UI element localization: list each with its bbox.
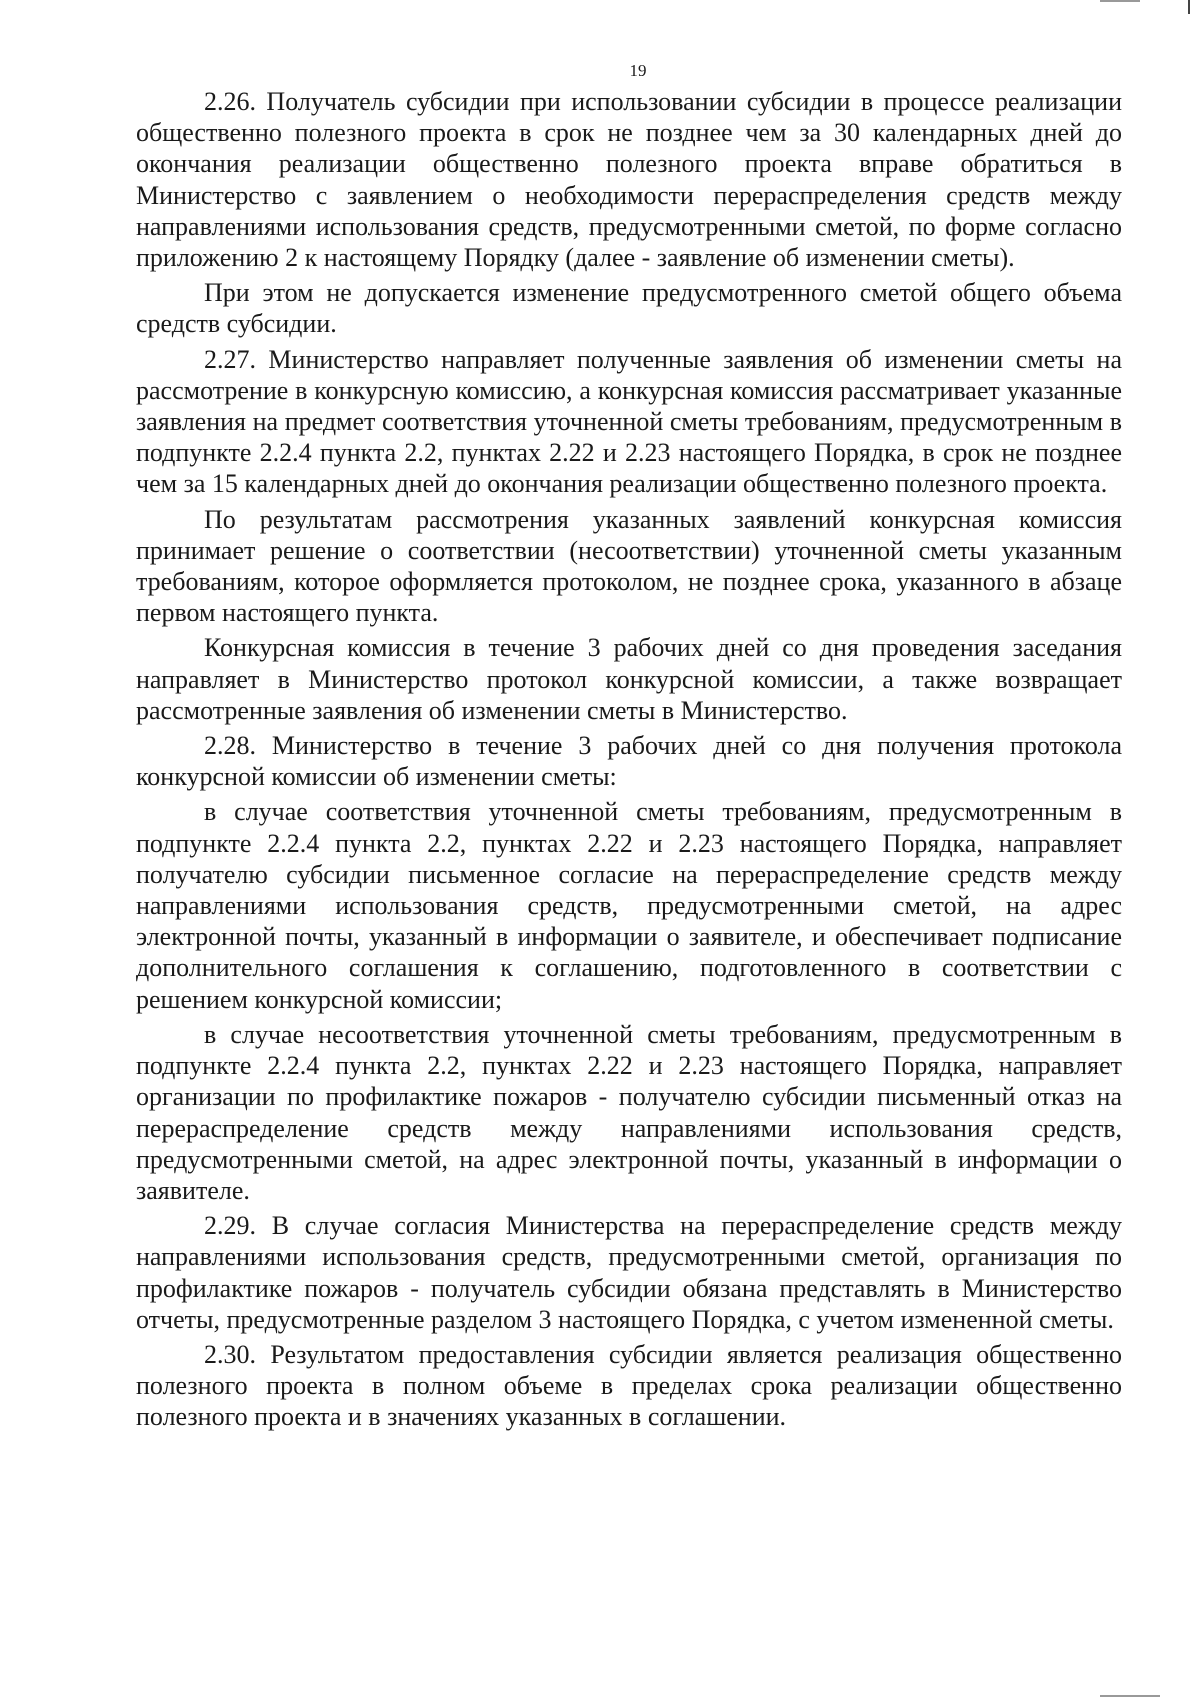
paragraph-2-27-decision: По результатам рассмотрения указанных заявлений конкурсная комиссия принимает решение о соответствии (несоответствии) уточненной сметы указанным требованиям, которое оформляется протоколом, не позднее срока, указанного в абзаце первом настоящего пункта. [136, 504, 1122, 628]
scan-edge-mark [1188, 0, 1190, 14]
paragraph-2-28-refusal: в случае несоответствия уточненной сметы требованиям, предусмотренным в подпункте 2.2.4 пункта 2.2, пунктах 2.22 и 2.23 настоящего Порядка, направляет организации по профилактике пожаров - получателю субсидии письменный отказ на перераспределение средств между направлениями использования средств, предусмотренными сметой, на адрес электронной почты, указанный в информации о заявителе. [136, 1019, 1122, 1205]
paragraph-2-29: 2.29. В случае согласия Министерства на перераспределение средств между направлениями использования средств, предусмотренными сметой, организация по профилактике пожаров - получатель субсидии обязана представлять в Министерство отчеты, предусмотренные разделом 3 настоящего Порядка, с учетом измененной сметы. [136, 1211, 1122, 1334]
paragraph-2-30: 2.30. Результатом предоставления субсидии является реализация общественно полезного проекта в полном объеме в пределах срока реализации общественно полезного проекта и в значениях указанных в соглашении. [136, 1339, 1122, 1432]
paragraph-2-27-protocol: Конкурсная комиссия в течение 3 рабочих дней со дня проведения заседания направляет в Министерство протокол конкурсной комиссии, а также возвращает рассмотренные заявления об изменении сметы в Министерство. [136, 633, 1122, 725]
paragraph-2-26-note: При этом не допускается изменение предусмотренного сметой общего объема средств субсидии. [136, 278, 1122, 339]
paragraph-2-27: 2.27. Министерство направляет полученные заявления об изменении сметы на рассмотрение в конкурсную комиссию, а конкурсная комиссия рассматривает указанные заявления на предмет соответствия уточненной сметы требованиям, предусмотренным в подпункте 2.2.4 пункта 2.2, пунктах 2.22 и 2.23 настоящего Порядка, в срок не позднее чем за 15 календарных дней до окончания реализации общественно полезного проекта. [136, 344, 1122, 499]
scan-edge-mark [1100, 0, 1140, 2]
paragraph-2-28-consent: в случае соответствия уточненной сметы требованиям, предусмотренным в подпункте 2.2.4 пункта 2.2, пунктах 2.22 и 2.23 настоящего Порядка, направляет получателю субсидии письменное согласие на перераспределение средств между направлениями использования средств, предусмотренными сметой, на адрес электронной почты, указанный в информации о заявителе, и обеспечивает подписание дополнительного соглашения к соглашению, подготовленного в соответствии с решением конкурсной комиссии; [136, 797, 1122, 1014]
paragraph-2-28: 2.28. Министерство в течение 3 рабочих дней со дня получения протокола конкурсной комиссии об изменении сметы: [136, 731, 1122, 792]
paragraph-2-26: 2.26. Получатель субсидии при использовании субсидии в процессе реализации общественно полезного проекта в срок не позднее чем за 30 календарных дней до окончания реализации общественно полезного проекта вправе обратиться в Министерство с заявлением о необходимости перераспределения средств между направлениями использования средств, предусмотренными сметой, по форме согласно приложению 2 к настоящему Порядку (далее - заявление об изменении сметы). [136, 87, 1122, 273]
page-number: 19 [629, 61, 647, 80]
